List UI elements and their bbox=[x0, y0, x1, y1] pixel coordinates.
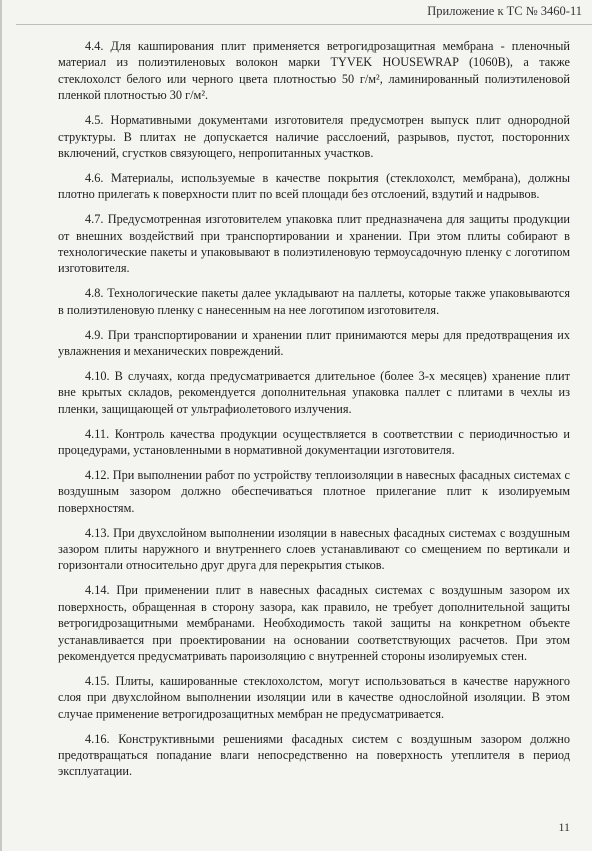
page-number: 11 bbox=[558, 820, 570, 834]
paragraph-4-9: 4.9. При транспортировании и хранении плит принимаются меры для предотвращения их увлажнения и механических повреждений. bbox=[58, 327, 570, 358]
paragraph-4-4: 4.4. Для кашпирования плит применяется ветрогидрозащитная мембрана - пленочный материал из полиэтиленовых волокон марки TYVEK HOUSEWRAP (1060В), а также стеклохолст белого или черного цвета плотностью 50 г/м², ламинированный полиэтиленовой пленкой плотностью 30 г/м². bbox=[58, 39, 570, 103]
paragraph-4-13: 4.13. При двухслойном выполнении изоляции в навесных фасадных системах с воздушным зазором плиты наружного и внутреннего слоев устанавливают со смещением по вертикали и горизонтали относительно друг друга для перекрытия стыков. bbox=[58, 525, 570, 573]
paragraph-4-14: 4.14. При применении плит в навесных фасадных системах с воздушным зазором их поверхность, обращенная в сторону зазора, как правило, не требует дополнительной защиты ветрогидрозащитными мембранами. Необходимость такой защиты на конкретном объекте устанавливается при проектировании на основании соответствующих расчетов. При этом рекомендуется предусматривать пароизоляцию с внутренней стороны изолируемых стен. bbox=[58, 583, 570, 663]
paragraph-4-8: 4.8. Технологические пакеты далее укладывают на паллеты, которые также упаковываются в полиэтиленовую пленку с нанесенным на нее логотипом изготовителя. bbox=[58, 286, 570, 317]
paragraph-4-11: 4.11. Контроль качества продукции осуществляется в соответствии с периодичностью и процедурами, установленными в нормативной документации изготовителя. bbox=[58, 426, 570, 458]
paragraph-4-6: 4.6. Материалы, используемые в качестве покрытия (стеклохолст, мембрана), должны плотно прилегать к поверхности плит по всей площади без отслоений, вздутий и надрывов. bbox=[58, 170, 570, 202]
paragraph-4-15: 4.15. Плиты, кашированные стеклохолстом, могут использоваться в качестве наружного слоя при двухслойном выполнении изоляции или в качестве однослойной изоляции. В этом случае применение ветрогидрозащитных мембран не предусматривается. bbox=[58, 673, 570, 721]
header-divider bbox=[16, 24, 592, 25]
paragraph-4-16: 4.16. Конструктивными решениями фасадных систем с воздушным зазором должно предотвращаться попадание влаги непосредственно на поверхность утеплителя в период эксплуатации. bbox=[58, 731, 570, 779]
appendix-header: Приложение к ТС № 3460-11 bbox=[427, 4, 582, 18]
paragraph-4-7: 4.7. Предусмотренная изготовителем упаковка плит предназначена для защиты продукции от внешних воздействий при транспортировании и хранении. При этом плиты собирают в технологические пакеты и упаковывают в полиэтиленовую термоусадочную пленку с логотипом изготовителя. bbox=[58, 212, 570, 276]
document-body bbox=[58, 38, 570, 788]
paragraph-4-12: 4.12. При выполнении работ по устройству теплоизоляции в навесных фасадных системах с воздушным зазором должно обеспечиваться плотное прилегание плит к изолируемым поверхностям. bbox=[58, 467, 570, 515]
paragraph-4-5: 4.5. Нормативными документами изготовителя предусмотрен выпуск плит однородной структуры. В плитах не допускается наличие расслоений, разрывов, пустот, посторонних включений, сгустков связующего, непропитанных участков. bbox=[58, 113, 570, 160]
paragraph-4-10: 4.10. В случаях, когда предусматривается длительное (более 3-х месяцев) хранение плит вне крытых складов, рекомендуется дополнительная упаковка паллет с плитами в чехлы из пленки, защищающей от ультрафиолетового излучения. bbox=[58, 368, 570, 416]
